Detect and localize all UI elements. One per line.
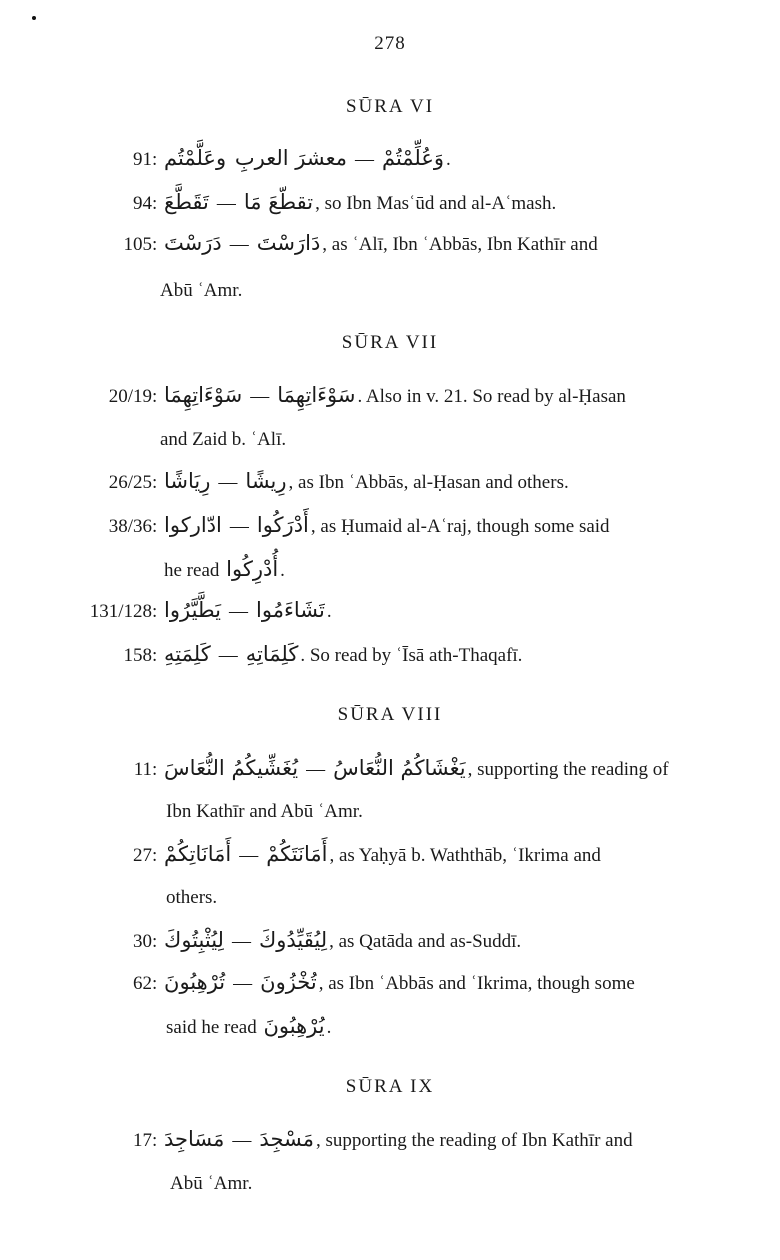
verse-number: 11 bbox=[133, 759, 152, 780]
verse-number: 105 bbox=[123, 234, 152, 255]
verse-number: 17 bbox=[133, 1130, 152, 1151]
continuation-text: . bbox=[280, 560, 285, 581]
arabic-text: معشرَ العربِ bbox=[234, 146, 347, 170]
arabic-reading: يُغَشِّيكُمُ النُّعَاسَ bbox=[164, 756, 299, 780]
entry-note: , as Ibn ʿAbbās and ʿIkrima, though some bbox=[318, 973, 635, 994]
sura-heading-viii: SŪRA VIII bbox=[337, 704, 443, 725]
separator: — bbox=[229, 516, 249, 537]
arabic-reading: تَقَطَّعَ bbox=[164, 190, 209, 214]
entry-vii-26: 26/25: رِيَاشًا — رِيشًا , as Ibn ʿAbbās, al-Ḥasan and others. bbox=[78, 469, 569, 495]
entry-note: . bbox=[326, 601, 332, 622]
verse-number: 158 bbox=[123, 645, 152, 666]
entry-note: , so Ibn Masʿūd and al-Aʿmash. bbox=[315, 193, 557, 214]
separator: — bbox=[250, 386, 270, 407]
arabic-variant: تُخْزُونَ bbox=[260, 970, 317, 994]
verse-number: 131/128 bbox=[89, 601, 152, 622]
separator: — bbox=[218, 472, 238, 493]
entry-continuation: and Zaid b. ʿAlī. bbox=[160, 429, 287, 450]
sura-heading-vi: SŪRA VI bbox=[345, 96, 435, 117]
verse-number: 27 bbox=[133, 845, 152, 866]
entry-viii-11: 11: يُغَشِّيكُمُ النُّعَاسَ — يَغْشَاكُمُ النُّعَاسُ , supporting the reading of bbox=[100, 756, 669, 782]
entry-note: . bbox=[446, 149, 451, 170]
entry-vi-94: 94: تَقَطَّعَ — تقطّعَ مَا , so Ibn Masʿūd and al-Aʿmash. bbox=[100, 190, 556, 216]
entry-continuation: Ibn Kathīr and Abū ʿAmr. bbox=[166, 801, 363, 822]
arabic-variant: أَدْرَكُوا bbox=[256, 513, 309, 537]
verse-number: 94 bbox=[133, 193, 152, 214]
arabic-variant: يَغْشَاكُمُ النُّعَاسُ bbox=[333, 756, 466, 780]
arabic-reading: رِيَاشًا bbox=[164, 469, 211, 493]
entry-note: , as Yaḥyā b. Waththāb, ʿIkrima and bbox=[329, 845, 601, 866]
verse-number: 26/25 bbox=[108, 472, 152, 493]
entry-viii-27: 27: أَمَانَاتِكُمْ — أَمَانَتَكُمْ , as Yaḥyā b. Waththāb, ʿIkrima and bbox=[100, 842, 601, 868]
verse-number: 30 bbox=[133, 931, 152, 952]
entry-note: , as Qatāda and as-Suddī. bbox=[329, 931, 522, 952]
separator: — bbox=[229, 601, 249, 622]
entry-continuation: others. bbox=[166, 887, 218, 908]
separator: — bbox=[216, 193, 236, 214]
continuation-text: said he read bbox=[166, 1017, 257, 1038]
arabic-variant: تقطّعَ مَا bbox=[243, 190, 314, 214]
separator: — bbox=[306, 759, 326, 780]
continuation-text: he read bbox=[164, 560, 220, 581]
separator: — bbox=[218, 645, 238, 666]
separator: — bbox=[232, 1130, 252, 1151]
entry-vii-131: 131/128: يَطَّيَّرُوا — تَشَاءَمُوا . bbox=[64, 598, 332, 624]
separator: — bbox=[229, 234, 249, 255]
arabic-variant: دَارَسْتَ bbox=[256, 231, 321, 255]
verse-number: 20/19 bbox=[108, 386, 152, 407]
verse-number: 62 bbox=[133, 973, 152, 994]
arabic-variant: رِيشًا bbox=[245, 469, 287, 493]
entry-note: . So read by ʿĪsā ath-Thaqafī. bbox=[300, 645, 523, 666]
entry-continuation: Abū ʿAmr. bbox=[170, 1173, 253, 1194]
entry-vii-38: 38/36: ادّاركوا — أَدْرَكُوا , as Ḥumaid al-Aʿraj, though some said bbox=[78, 513, 610, 539]
continuation-text: . bbox=[326, 1017, 332, 1038]
entry-continuation bbox=[166, 1014, 331, 1040]
arabic-variant: تَشَاءَمُوا bbox=[256, 598, 325, 622]
arabic-reading: سَوْءَاتِهِمَا bbox=[164, 383, 243, 407]
arabic-variant: مَسْجِدَ bbox=[259, 1127, 314, 1151]
arabic-reading: مَسَاجِدَ bbox=[164, 1127, 225, 1151]
sura-heading-vii: SŪRA VII bbox=[341, 332, 439, 353]
arabic-reading: تُرْهِبُونَ bbox=[164, 970, 226, 994]
entry-vi-91: 91: وعَلَّمْتُم معشرَ العربِ — وَعُلِّمْتُمْ . bbox=[100, 146, 451, 172]
separator: — bbox=[233, 973, 253, 994]
arabic-reading: ادّاركوا bbox=[164, 513, 222, 537]
arabic-reading: وعَلَّمْتُم bbox=[164, 146, 227, 170]
entry-continuation: Abū ʿAmr. bbox=[160, 280, 243, 301]
arabic-reading: لِيُثْبِتُوكَ bbox=[164, 928, 224, 952]
entry-note: , supporting the reading of bbox=[467, 759, 669, 780]
entry-viii-30: 30: لِيُثْبِتُوكَ — لِيُقَيِّدُوكَ , as Qatāda and as-Suddī. bbox=[100, 928, 521, 954]
entry-ix-17: 17: مَسَاجِدَ — مَسْجِدَ , supporting the reading of Ibn Kathīr and bbox=[100, 1127, 633, 1153]
sura-heading-ix: SŪRA IX bbox=[345, 1076, 435, 1097]
entry-continuation bbox=[164, 557, 285, 583]
arabic-reading: دَرَسْتَ bbox=[164, 231, 222, 255]
separator: — bbox=[354, 149, 374, 170]
page-number: 278 bbox=[374, 33, 406, 54]
arabic-variant: كَلِمَاتِهِ bbox=[245, 642, 299, 666]
arabic-reading: كَلِمَتِهِ bbox=[164, 642, 211, 666]
verse-number: 91 bbox=[133, 149, 152, 170]
arabic-variant: وَعُلِّمْتُمْ bbox=[381, 146, 445, 170]
entry-note: , as Ibn ʿAbbās, al-Ḥasan and others. bbox=[288, 472, 569, 493]
entry-vii-20: 20/19: سَوْءَاتِهِمَا — سَوْءَاتِهِمَا . Also in v. 21. So read by al-Ḥasan bbox=[78, 383, 626, 409]
entry-note: , supporting the reading of Ibn Kathīr and bbox=[315, 1130, 633, 1151]
entry-viii-62: 62: تُرْهِبُونَ — تُخْزُونَ , as Ibn ʿAbbās and ʿIkrima, though some bbox=[100, 970, 635, 996]
arabic-variant: يُرْهِبُونَ bbox=[263, 1014, 325, 1038]
arabic-reading: أَمَانَاتِكُمْ bbox=[164, 842, 232, 866]
margin-dot bbox=[32, 16, 36, 20]
entry-note: , as Ḥumaid al-Aʿraj, though some said bbox=[310, 516, 610, 537]
arabic-variant: لِيُقَيِّدُوكَ bbox=[258, 928, 328, 952]
arabic-reading: يَطَّيَّرُوا bbox=[164, 598, 222, 622]
entry-vi-105: 105: دَرَسْتَ — دَارَسْتَ , as ʿAlī, Ibn ʿAbbās, Ibn Kathīr and bbox=[100, 231, 598, 257]
entry-vii-158: 158: كَلِمَتِهِ — كَلِمَاتِهِ . So read by ʿĪsā ath-Thaqafī. bbox=[78, 642, 522, 668]
arabic-variant: أُدْرِكُوا bbox=[226, 557, 279, 581]
arabic-variant: سَوْءَاتِهِمَا bbox=[277, 383, 356, 407]
entry-note: . Also in v. 21. So read by al-Ḥasan bbox=[357, 386, 626, 407]
entry-note: , as ʿAlī, Ibn ʿAbbās, Ibn Kathīr and bbox=[322, 234, 598, 255]
arabic-variant: أَمَانَتَكُمْ bbox=[266, 842, 328, 866]
verse-number: 38/36 bbox=[108, 516, 152, 537]
separator: — bbox=[239, 845, 259, 866]
separator: — bbox=[231, 931, 251, 952]
